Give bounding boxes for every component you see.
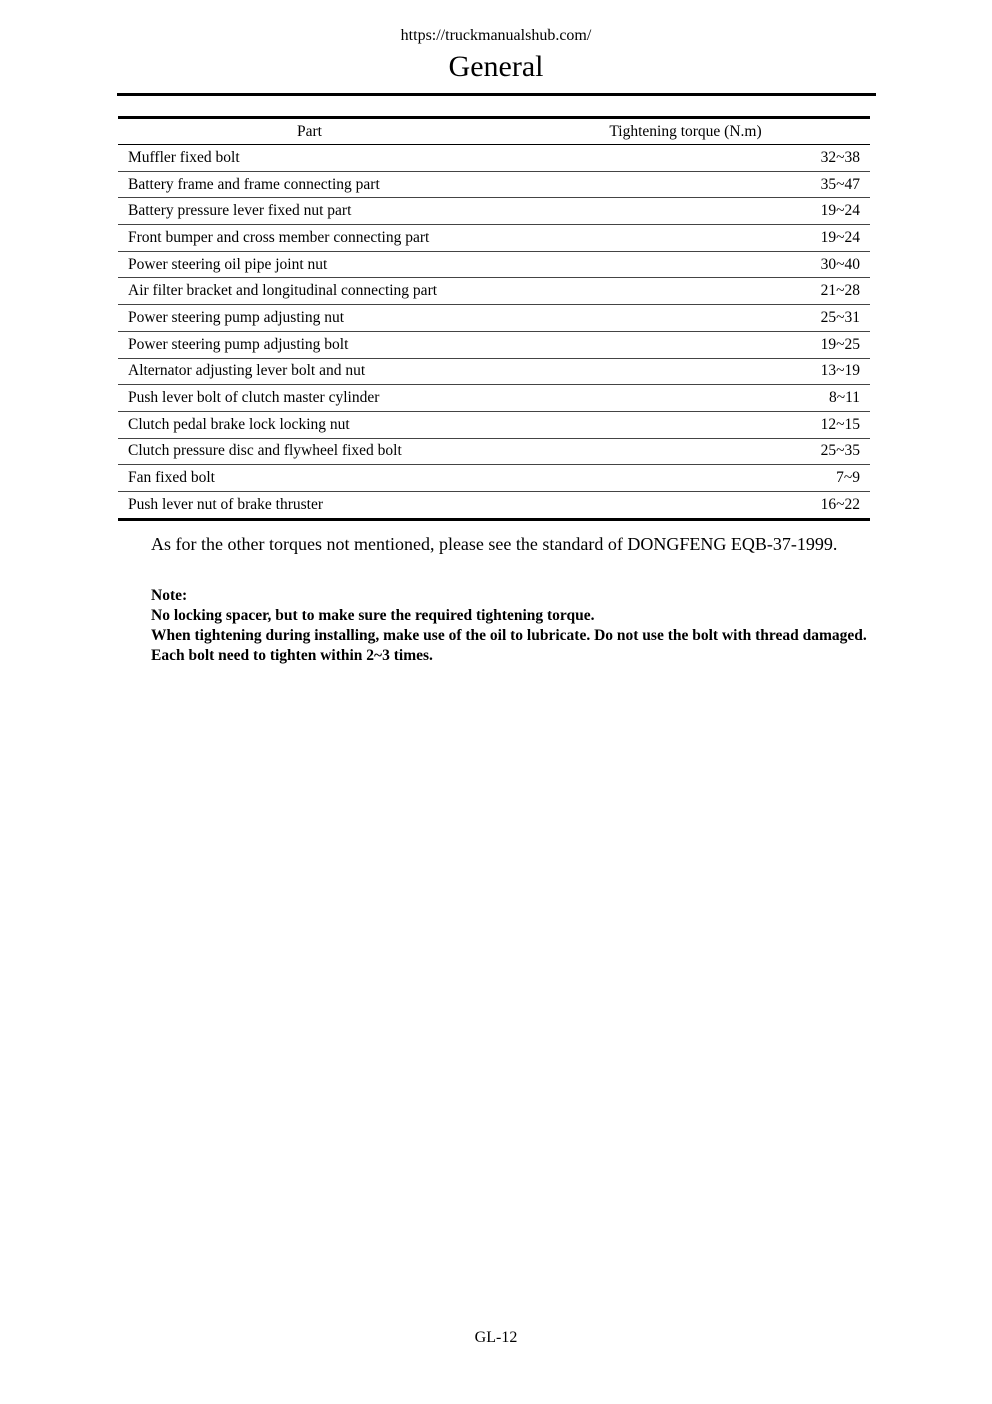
part-cell: Push lever bolt of clutch master cylinder xyxy=(118,385,501,412)
torque-cell: 35~47 xyxy=(501,171,870,198)
torque-cell: 30~40 xyxy=(501,251,870,278)
part-cell: Muffler fixed bolt xyxy=(118,145,501,172)
table-row xyxy=(118,225,870,252)
note-item: Each bolt need to tighten within 2~3 times. xyxy=(151,647,433,664)
table-header-row xyxy=(118,118,870,145)
source-url[interactable]: https://truckmanualshub.com/ xyxy=(400,27,592,44)
torque-cell: 12~15 xyxy=(501,411,870,438)
torque-cell: 32~38 xyxy=(501,145,870,172)
part-cell: Air filter bracket and longitudinal connecting part xyxy=(118,278,501,305)
table-row xyxy=(118,358,870,385)
table-row xyxy=(118,385,870,412)
page-title: General xyxy=(448,50,544,83)
part-cell: Alternator adjusting lever bolt and nut xyxy=(118,358,501,385)
part-cell: Battery pressure lever fixed nut part xyxy=(118,198,501,225)
table-row xyxy=(118,198,870,225)
note-item: When tightening during installing, make use of the oil to lubricate. Do not use the bolt with thread damaged. xyxy=(151,627,867,644)
torque-cell: 13~19 xyxy=(501,358,870,385)
part-cell: Power steering pump adjusting bolt xyxy=(118,331,501,358)
torque-cell: 19~24 xyxy=(501,225,870,252)
torque-cell: 19~24 xyxy=(501,198,870,225)
part-cell: Fan fixed bolt xyxy=(118,465,501,492)
table-row xyxy=(118,171,870,198)
part-cell: Push lever nut of brake thruster xyxy=(118,491,501,519)
torque-standard-paragraph: As for the other torques not mentioned, please see the standard of DONGFENG EQB-37-1999. xyxy=(151,534,838,554)
part-cell: Power steering pump adjusting nut xyxy=(118,305,501,332)
notes-heading: Note: xyxy=(151,587,188,604)
table-row xyxy=(118,491,870,519)
table-row xyxy=(118,278,870,305)
page-number: GL-12 xyxy=(474,1329,518,1346)
note-item: No locking spacer, but to make sure the required tightening torque. xyxy=(151,607,595,624)
table-row xyxy=(118,145,870,172)
part-cell: Front bumper and cross member connecting part xyxy=(118,225,501,252)
torque-cell: 21~28 xyxy=(501,278,870,305)
title-divider xyxy=(117,93,876,96)
part-cell: Battery frame and frame connecting part xyxy=(118,171,501,198)
torque-cell: 25~31 xyxy=(501,305,870,332)
table-row xyxy=(118,438,870,465)
table-row xyxy=(118,465,870,492)
table-row xyxy=(118,251,870,278)
part-cell: Power steering oil pipe joint nut xyxy=(118,251,501,278)
notes-section xyxy=(118,586,874,666)
torque-cell: 7~9 xyxy=(501,465,870,492)
torque-cell: 8~11 xyxy=(501,385,870,412)
torque-cell: 25~35 xyxy=(501,438,870,465)
torque-cell: 16~22 xyxy=(501,491,870,519)
table-row xyxy=(118,331,870,358)
part-cell: Clutch pressure disc and flywheel fixed bolt xyxy=(118,438,501,465)
table-row xyxy=(118,411,870,438)
torque-table xyxy=(118,116,870,521)
table-row xyxy=(118,305,870,332)
column-header-torque: Tightening torque (N.m) xyxy=(501,118,870,145)
column-header-part: Part xyxy=(118,118,501,145)
part-cell: Clutch pedal brake lock locking nut xyxy=(118,411,501,438)
torque-cell: 19~25 xyxy=(501,331,870,358)
